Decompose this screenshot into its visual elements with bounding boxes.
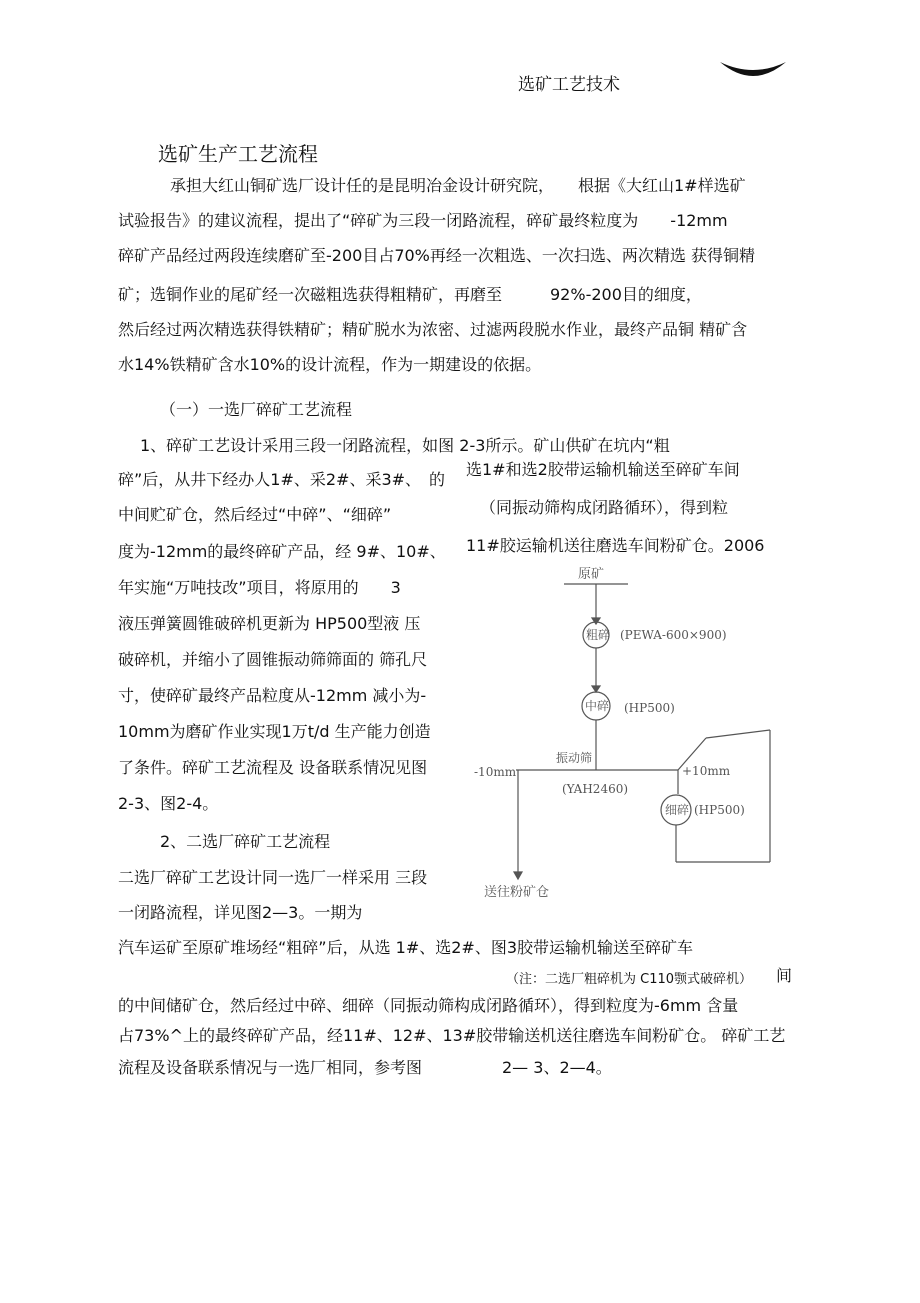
left-line: 寸，使碎矿最终产品粒度从-12mm 减小为- (118, 686, 427, 705)
screen-label: 振动筛 (556, 751, 593, 765)
header-title: 选矿工艺技术 (518, 75, 620, 95)
left-line: 破碎机，并缩小了圆锥振动筛筛面的 筛孔尺 (118, 650, 428, 669)
right-line: 选1#和选2胶带运输机输送至碎矿车间 (466, 460, 740, 479)
section-line: 1、碎矿工艺设计采用三段一闭路流程，如图 2-3所示。矿山供矿在坑内“粗 (140, 436, 670, 455)
section-line: 汽车运矿至原矿堆场经“粗碎”后，从选 1#、选2#、图3胶带运输机输送至碎矿车 (118, 938, 694, 957)
medium-label: 中碎 (585, 699, 610, 713)
left-line: 度为-12mm的最终碎矿产品，经 9#、10#、 (118, 542, 446, 561)
left-line: 年实施“万吨技改”项目，将原用的 3 (118, 578, 401, 597)
left-line: 2-3、图2-4。 (118, 794, 219, 813)
intro-line: 承担大红山铜矿选厂设计任的是昆明冶金设计研究院， 根据《大红山1#样选矿 (170, 176, 746, 195)
left-line: 了条件。碎矿工艺流程及 设备联系情况见图 (118, 758, 428, 777)
header-logo-icon (716, 56, 790, 86)
section-line: 二选厂碎矿工艺设计同一选厂一样采用 三段 (118, 868, 428, 887)
page-title: 选矿生产工艺流程 (158, 142, 318, 166)
coarse-model: (PEWA-600×900) (620, 628, 727, 642)
left-line: 碎”后，从井下经办人1#、采2#、采3#、 的 (118, 470, 446, 489)
section-heading: （一）一选厂碎矿工艺流程 (160, 400, 353, 419)
intro-line: 然后经过两次精选获得铁精矿；精矿脱水为浓密、过滤两段脱水作业，最终产品铜 精矿含 (118, 320, 748, 339)
oversize-label: +10mm (682, 764, 731, 778)
fine-label: 细碎 (665, 803, 690, 817)
section-heading: 2、二选厂碎矿工艺流程 (160, 832, 331, 851)
intro-line: 试验报告》的建议流程，提出了“碎矿为三段一闭路流程，碎矿最终粒度为 -12mm (118, 211, 728, 230)
section-line: 的中间储矿仓，然后经过中碎、细碎（同振动筛构成闭路循环），得到粒度为-6mm 含量 (118, 996, 739, 1015)
left-line: 10mm为磨矿作业实现1万t/d 生产能力创造 (118, 722, 431, 741)
section-line: 一闭路流程，详见图2—3。一期为 (118, 903, 363, 922)
arrow-icon (592, 618, 600, 624)
right-line: 11#胶运输机送往磨选车间粉矿仓。2006 (466, 536, 765, 555)
medium-model: (HP500) (624, 701, 675, 715)
arrow-icon (592, 686, 600, 692)
left-line: 中间贮矿仓，然后经过“中碎”、“细碎” (118, 505, 392, 524)
raw-ore-label: 原矿 (578, 567, 605, 582)
section-line: 流程及设备联系情况与一选厂相同，参考图 2— 3、2—4。 (118, 1058, 612, 1077)
undersize-label: -10mm (474, 765, 517, 779)
screen-model: (YAH2460) (562, 782, 629, 796)
crushing-flow-diagram (468, 562, 798, 902)
right-line: （同振动筛构成闭路循环），得到粒 (480, 498, 729, 517)
note: （注：二选厂粗碎机为 C110颚式破碎机） (506, 972, 753, 987)
return-line-top (706, 730, 770, 738)
note-suffix: 间 (776, 966, 793, 985)
left-line: 液压弹簧圆锥破碎机更新为 HP500型液 压 (118, 614, 421, 633)
arrow-icon (514, 872, 522, 879)
to-bin-label: 送往粉矿仓 (484, 885, 550, 900)
intro-line: 碎矿产品经过两段连续磨矿至-200目占70%再经一次粗选、一次扫选、两次精选 获得铜精 (118, 246, 755, 265)
fine-model: (HP500) (694, 803, 745, 817)
intro-line: 矿；选铜作业的尾矿经一次磁粗选获得粗精矿，再磨至 92%-200目的细度， (118, 285, 702, 304)
intro-line: 水14%铁精矿含水10%的设计流程，作为一期建设的依据。 (118, 355, 542, 374)
section-line: 占73%^上的最终碎矿产品，经11#、12#、13#胶带输送机送往磨选车间粉矿仓。 碎矿工艺 (118, 1026, 786, 1045)
coarse-label: 粗碎 (586, 628, 611, 642)
